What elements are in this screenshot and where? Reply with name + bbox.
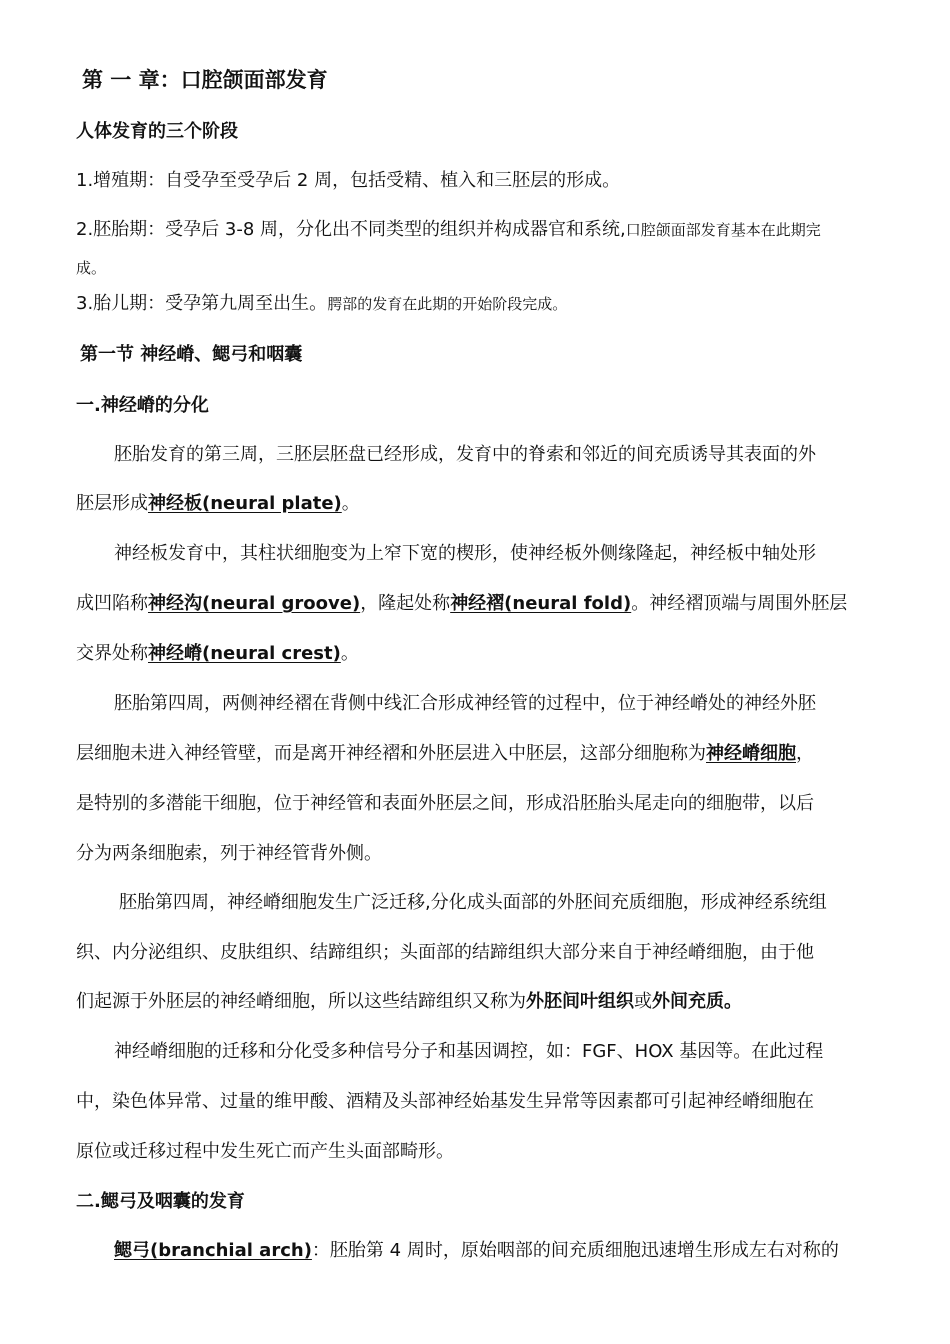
stage-2-note: 口腔颌面部发育基本在此期完: [625, 221, 821, 239]
term-neural-crest-cells: 神经嵴细胞: [706, 743, 796, 764]
text-span: ：胚胎第 4 周时，原始咽部的间充质细胞迅速增生形成左右对称的: [311, 1240, 839, 1261]
text-span: 层细胞未进入神经管壁，而是离开神经褶和外胚层进入中胚层，这部分细胞称为: [76, 743, 706, 764]
text-span: 。: [340, 643, 359, 664]
text-span: 交界处称: [76, 643, 148, 664]
text-span: 们起源于外胚层的神经嵴细胞，所以这些结蹄组织又称为: [76, 991, 526, 1012]
term-branchial-arch: 鳃弓(branchial arch): [114, 1240, 312, 1261]
paragraph-6-line-1: [114, 1239, 839, 1263]
paragraph-3-line-2: [76, 742, 814, 766]
text-span: 。神经褶顶端与周围外胚层: [631, 593, 848, 614]
stage-2-continuation: 成。: [76, 259, 107, 277]
text-span: 胚层形成: [76, 493, 148, 514]
paragraph-2-line-3: [76, 642, 359, 666]
paragraph-3-line-3: 是特别的多潜能干细胞，位于神经管和表面外胚层之间，形成沿胚胎头尾走向的细胞带，以后: [76, 793, 814, 814]
stage-2-main: 2.胚胎期：受孕后 3-8 周，分化出不同类型的组织并构成器官和系统,: [76, 219, 626, 240]
term-neural-crest: 神经嵴(neural crest): [148, 643, 341, 664]
text-span: 或: [634, 991, 652, 1012]
chapter-title: 第 一 章：口腔颌面部发育: [82, 68, 328, 92]
paragraph-4-line-3: [76, 990, 742, 1014]
paragraph-1-line-1: 胚胎发育的第三周，三胚层胚盘已经形成，发育中的脊索和邻近的间充质诱导其表面的外: [114, 444, 816, 465]
stage-1-text: 1.增殖期：自受孕至受孕后 2 周，包括受精、植入和三胚层的形成。: [76, 170, 621, 191]
paragraph-4-line-2: 织、内分泌组织、皮肤组织、结蹄组织；头面部的结蹄组织大部分来自于神经嵴细胞，由于他: [76, 942, 814, 963]
paragraph-1-line-2: [76, 492, 360, 516]
subsection-1-title: 一.神经嵴的分化: [76, 395, 209, 416]
text-span: 。: [341, 493, 360, 514]
term-ectomesenchyme-alt: 外间充质: [652, 991, 724, 1012]
text-span: 。: [724, 991, 742, 1012]
term-ectomesenchyme: 外胚间叶组织: [526, 991, 634, 1012]
paragraph-2-line-1: 神经板发育中，其柱状细胞变为上窄下宽的楔形，使神经板外侧缘隆起，神经板中轴处形: [114, 543, 816, 564]
paragraph-5-line-3: 原位或迁移过程中发生死亡而产生头面部畸形。: [76, 1141, 454, 1162]
stage-3-text: [76, 292, 567, 316]
term-neural-plate: 神经板(neural plate): [148, 493, 342, 514]
text-span: ，隆起处称: [360, 593, 451, 614]
section-1-title: 第一节 神经嵴、鳃弓和咽囊: [80, 344, 303, 365]
term-neural-groove: 神经沟(neural groove): [148, 593, 361, 614]
stages-heading: 人体发育的三个阶段: [76, 121, 238, 142]
paragraph-4-line-1: 胚胎第四周，神经嵴细胞发生广泛迁移,分化成头面部的外胚间充质细胞，形成神经系统组: [119, 892, 827, 913]
paragraph-5-line-1: 神经嵴细胞的迁移和分化受多种信号分子和基因调控，如：FGF、HOX 基因等。在此过程: [114, 1041, 824, 1062]
paragraph-3-line-1: 胚胎第四周，两侧神经褶在背侧中线汇合形成神经管的过程中，位于神经嵴处的神经外胚: [114, 693, 816, 714]
term-neural-fold: 神经褶(neural fold): [450, 593, 632, 614]
text-span: ，: [796, 743, 814, 764]
stage-3-note: 腭部的发育在此期的开始阶段完成。: [327, 295, 568, 313]
text-span: 成凹陷称: [76, 593, 148, 614]
subsection-2-title: 二.鳃弓及咽囊的发育: [76, 1191, 245, 1212]
paragraph-5-line-2: 中，染色体异常、过量的维甲酸、酒精及头部神经始基发生异常等因素都可引起神经嵴细胞在: [76, 1091, 814, 1112]
paragraph-3-line-4: 分为两条细胞索，列于神经管背外侧。: [76, 843, 382, 864]
paragraph-2-line-2: [76, 592, 847, 616]
stage-2-text: [76, 218, 821, 242]
stage-3-main: 3.胎儿期：受孕第九周至出生。: [76, 293, 328, 314]
